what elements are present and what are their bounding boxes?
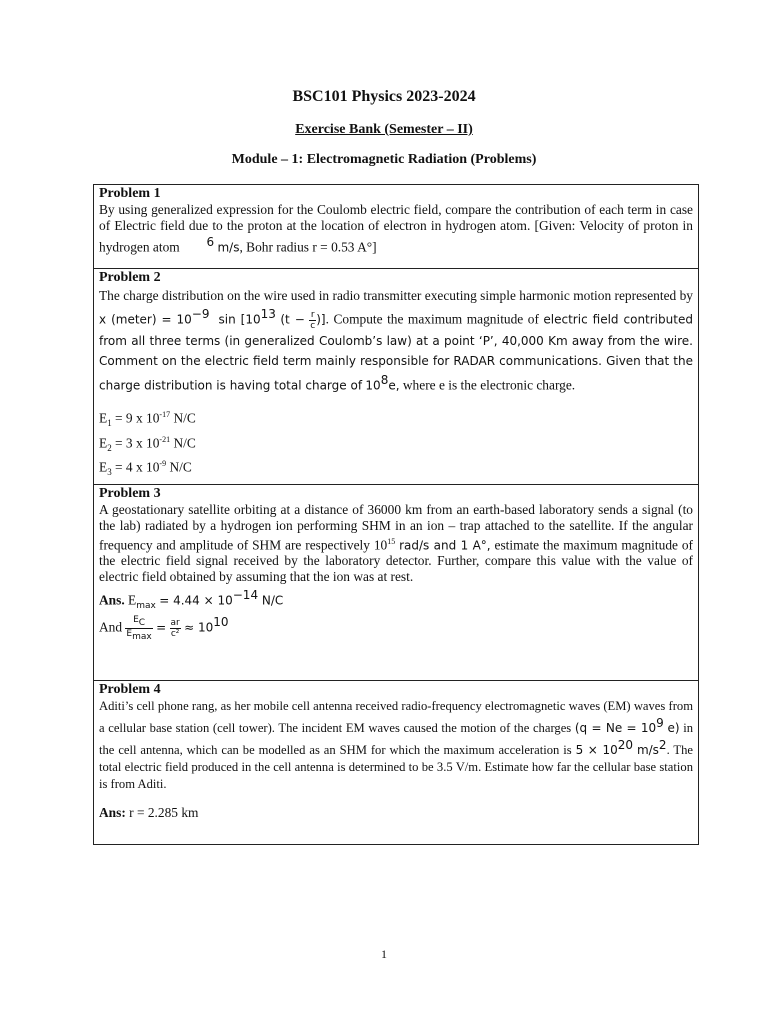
- ar-over-c2-fraction: $\frac{ar}{\text{c²}}$: [170, 618, 180, 640]
- problem-title: Problem 4: [99, 681, 161, 697]
- problem-1-cell: [94, 185, 699, 269]
- answer-line: Ans: r = 2.285 km: [99, 805, 199, 821]
- problem-row: [94, 484, 699, 680]
- module-title: Module – 1: Electromagnetic Radiation (Problems): [231, 152, 537, 167]
- r-over-c-fraction: $\frac{r}{c}$: [310, 309, 316, 331]
- problem-title: Problem 1: [99, 186, 161, 201]
- answer-line: $E_1 = 9$ x $10^{-17}$ N/C: [99, 410, 196, 429]
- course-title: BSC101 Physics 2023-2024: [292, 88, 476, 105]
- ec-over-emax-fraction: $\frac{E_C}{E_{max}}$: [126, 615, 152, 643]
- problem-text: By using generalized expression for the Coulomb electric field, compare the contribution of each term in case of Electric field due to the proton at the location of electron in hydrogen atom. [Given: Velocity of proton in hydrogen atom $^6$ m/s, Bohr radius r = 0.53 A°]: [99, 202, 693, 255]
- problem-text: Aditi’s cell phone rang, as her mobile cell antenna received radio-frequency electromagnetic waves (EM) waves from a cellular base station (cell tower). The incident EM waves caused the motion of the charges ($q = Ne = 10^9$ e) in the cell antenna, which can be modelled as an SHM for which the maximum acceleration is $5 \times 10^{20}$ $m/s^2$. The total electric field produced in the cell antenna is determined to be 3.5 V/m. Estimate how far the cellular base station is from Aditi.: [99, 698, 693, 792]
- answer-line: $E_2 = 3$ x $10^{-21}$ N/C: [99, 434, 196, 453]
- problem-4-cell: [94, 680, 699, 844]
- answer-line: $E_3 = 4$ x $10^{-9}$ N/C: [99, 458, 192, 477]
- problem-text: The charge distribution on the wire used in radio transmitter executing simple harmonic motion represented by x (meter) = $10^{-9}$ $\sin [10^{13}$ (t − $\frac{r}{c}$ )]. Compute the maximum magnitude of electric field contributed from all three terms (in generalized Coulomb’s law) at a point ‘P’, 40,000 Km away from the wire. Comment on the electric field term mainly responsible for RADAR communications. Given that the charge distribution is having total charge of $10^8e$, where e is the electronic charge.: [99, 288, 693, 393]
- problem-title: Problem 3: [99, 485, 161, 501]
- problem-title: Problem 2: [99, 270, 161, 285]
- ratio-line: And $\frac{E_C}{E_{max}}$ = $\frac{ar}{\text{c²}}$ ≈ $10^{10}$: [99, 615, 229, 643]
- problem-3-cell: [94, 484, 699, 680]
- given-text: [Given: Velocity of proton in hydrogen atom: [99, 218, 693, 255]
- problem-2-cell: [94, 269, 699, 485]
- problem-row: [94, 185, 699, 269]
- problem-row: [94, 269, 699, 485]
- page-number: 1: [381, 947, 387, 961]
- problems-table: [93, 184, 699, 845]
- problem-text: A geostationary satellite orbiting at a distance of 36000 km from an earth-based laboratory sends a signal (to the lab) radiated by a hydrogen ion performing SHM in an ion – trap attached to the satellite. If the angular frequency and amplitude of SHM are respectively $10^{15}$ rad/s and 1 A°, estimate the maximum magnitude of the electric field signal received by the laboratory detector. Further, compare this value with the value of electric field obtained by assuming that the ion was at rest.: [99, 501, 693, 585]
- answer-line: Ans. $E_{max} = 4.44 \times 10^{-14}$ N/C: [99, 588, 284, 612]
- problem-row: [94, 680, 699, 844]
- exercise-bank-title: Exercise Bank (Semester – II): [295, 122, 473, 137]
